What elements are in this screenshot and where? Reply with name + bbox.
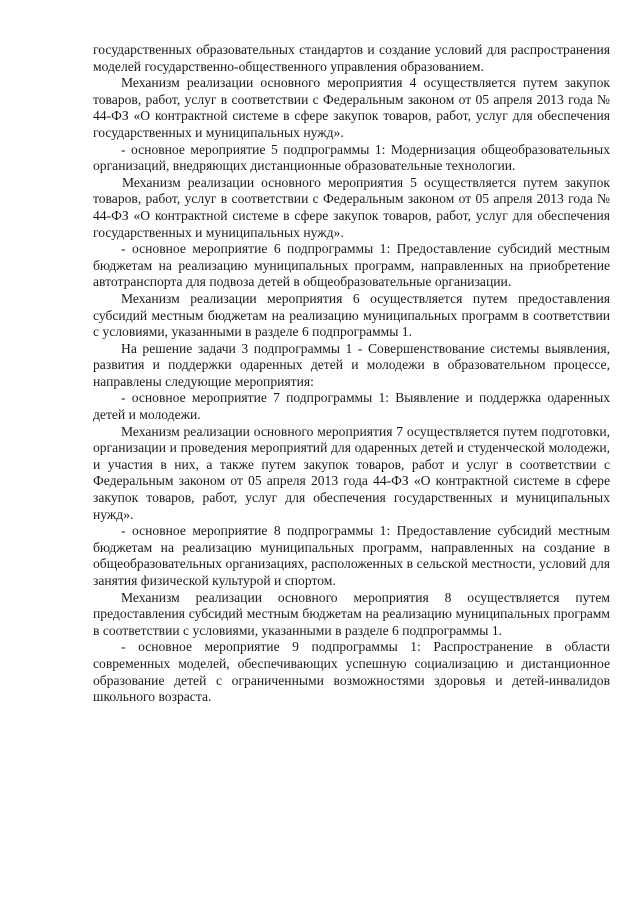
paragraph-measure-8: - основное мероприятие 8 подпрограммы 1: Предоставление субсидий местным бюджетам на реализацию муниципальных программ, направленных на создание в общеобразовательных организациях, расположенных в сельской местности, условий для занятия физической культурой и спортом. bbox=[93, 523, 610, 588]
paragraph-mechanism-4: Механизм реализации основного мероприятия 4 осуществляется путем закупок товаров, работ, услуг в соответствии с Федеральным законом от 05 апреля 2013 года № 44-ФЗ «О контрактной системе в сфере закупок товаров, работ, услуг для обеспечения государственных и муниципальных нужд». bbox=[93, 75, 610, 140]
paragraph-mechanism-8: Механизм реализации основного мероприятия 8 осуществляется путем предоставления субсидий местным бюджетам на реализацию муниципальных программ в соответствии с условиями, указанными в разделе 6 подпрограммы 1. bbox=[93, 589, 610, 638]
paragraph-measure-6: - основное мероприятие 6 подпрограммы 1: Предоставление субсидий местным бюджетам на реализацию муниципальных программ, направленных на приобретение автотранспорта для подвоза детей в общеобразовательные организации. bbox=[93, 241, 610, 290]
document-page bbox=[93, 42, 610, 706]
paragraph-task-3: На решение задачи 3 подпрограммы 1 - Совершенствование системы выявления, развития и поддержки одаренных детей и молодежи в образовательном процессе, направлены следующие мероприятия: bbox=[93, 340, 610, 389]
paragraph-measure-7: - основное мероприятие 7 подпрограммы 1: Выявление и поддержка одаренных детей и молодежи. bbox=[93, 390, 610, 423]
paragraph-continuation: государственных образовательных стандартов и создание условий для распространения моделей государственно-общественного управления образованием. bbox=[93, 42, 610, 74]
paragraph-measure-9: - основное мероприятие 9 подпрограммы 1: Распространение в области современных моделей, обеспечивающих успешную социализацию и дистанционное образование детей с ограниченными возможностями здоровья и детей-инвалидов школьного возраста. bbox=[93, 639, 610, 705]
paragraph-measure-5: - основное мероприятие 5 подпрограммы 1: Модернизация общеобразовательных организаций, внедряющих дистанционные образовательные технологии. bbox=[93, 141, 610, 174]
paragraph-mechanism-6: Механизм реализации мероприятия 6 осуществляется путем предоставления субсидий местным бюджетам на реализацию муниципальных программ в соответствии с условиями, указанными в разделе 6 подпрограммы 1. bbox=[93, 290, 610, 340]
paragraph-mechanism-7: Механизм реализации основного мероприятия 7 осуществляется путем подготовки, организации и проведения мероприятий для одаренных детей и студенческой молодежи, и участия в них, а также путем закупок товаров, работ и услуг в соответствии с Федеральным законом от 05 апреля 2013 года 44-ФЗ «О контрактной системе в сфере закупок товаров, работ, услуг для обеспечения государственных и муниципальных нужд». bbox=[93, 423, 610, 522]
paragraph-mechanism-5: Механизм реализации основного мероприятия 5 осуществляется путем закупок товаров, работ, услуг в соответствии с Федеральным законом от 05 апреля 2013 года № 44-ФЗ «О контрактной системе в сфере закупок товаров, работ, услуг для обеспечения государственных и муниципальных нужд». bbox=[93, 174, 610, 240]
